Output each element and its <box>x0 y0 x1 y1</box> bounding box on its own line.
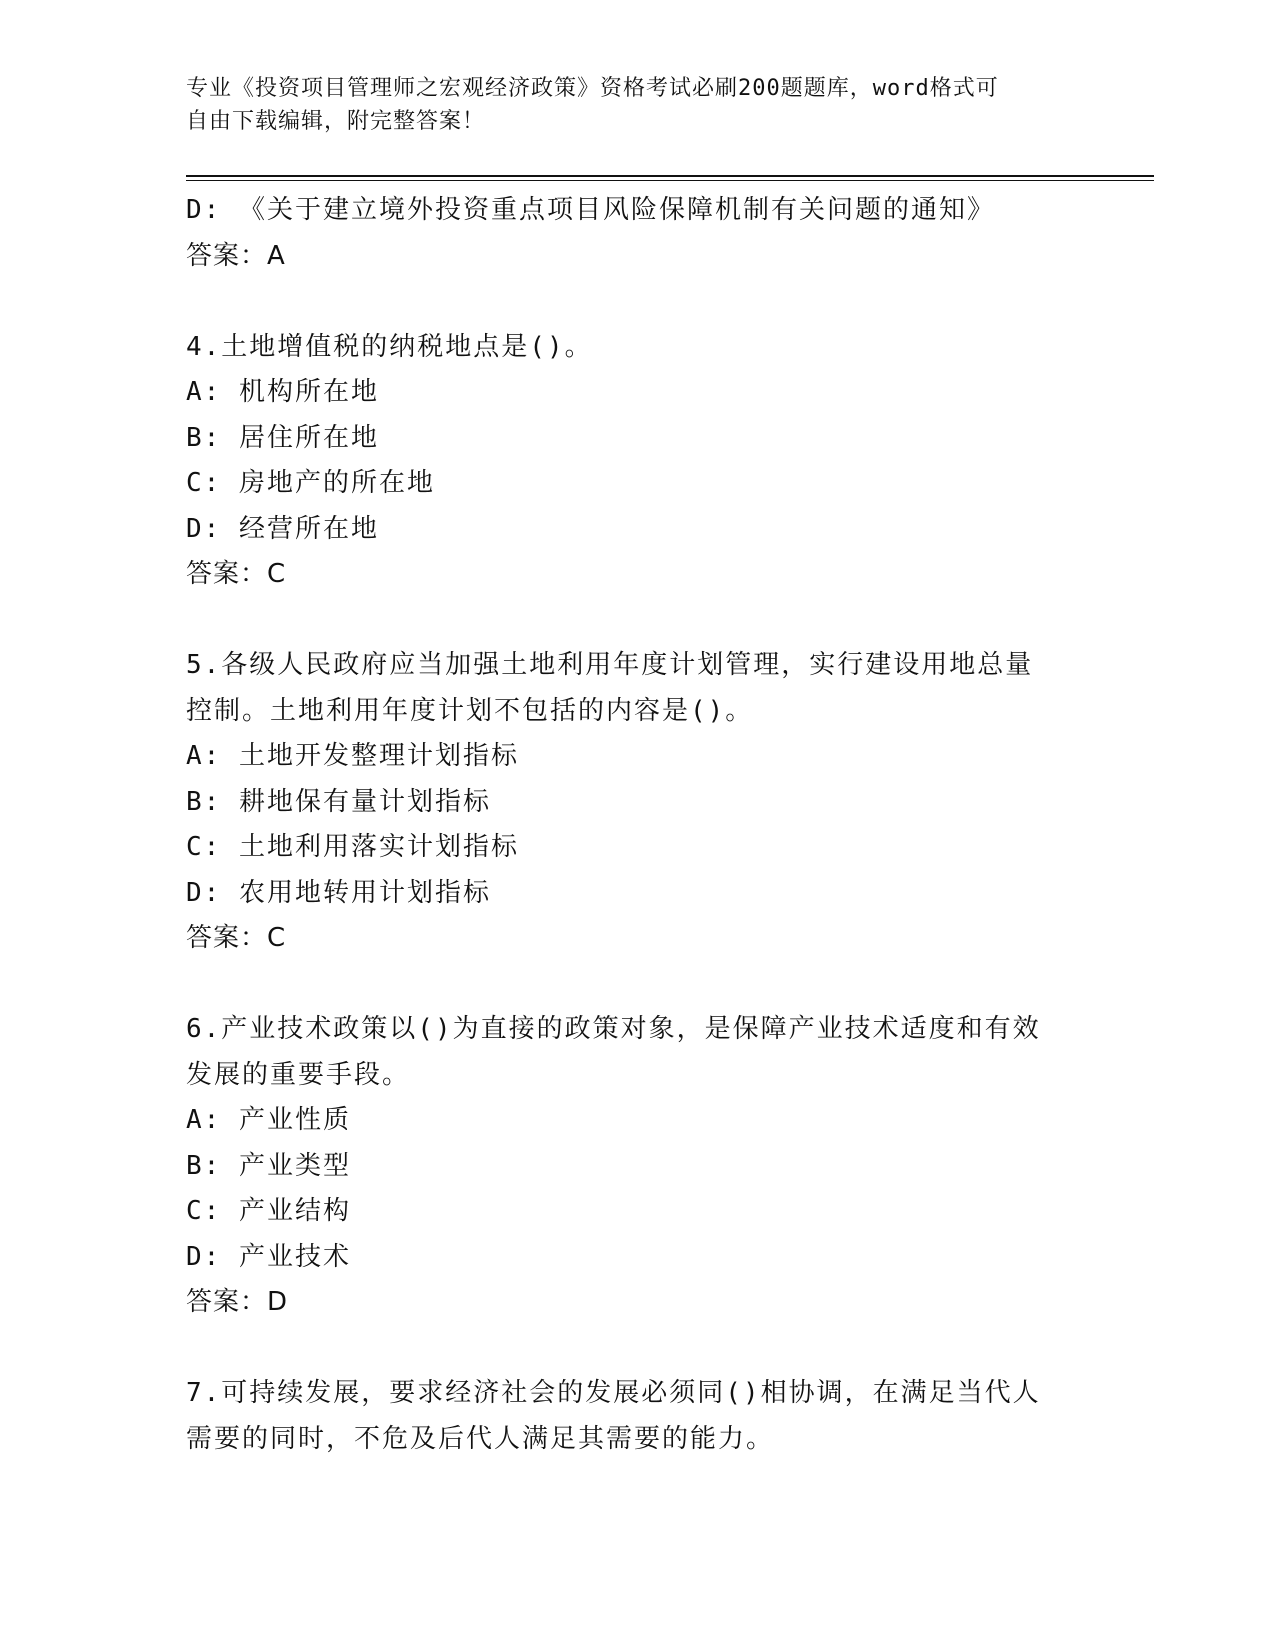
q6-option-d: D: 产业技术 <box>186 1241 351 1272</box>
q6-answer: 答案：D <box>186 1287 289 1317</box>
q4-option-d: D: 经营所在地 <box>186 513 379 544</box>
q5-option-d: D: 农用地转用计划指标 <box>186 877 491 908</box>
q4-stem: 4.土地增值税的纳税地点是()。 <box>186 331 593 362</box>
header-divider-thick <box>186 175 1154 177</box>
document-header <box>186 72 1066 138</box>
q7-stem-line-1: 7.可持续发展，要求经济社会的发展必须同()相协调，在满足当代人 <box>186 1378 1041 1408</box>
header-line-2: 自由下载编辑，附完整答案！ <box>186 109 486 134</box>
question-3-tail <box>186 188 1086 279</box>
q5-option-b: B: 耕地保有量计划指标 <box>186 786 491 817</box>
q5-stem-line-2: 控制。土地利用年度计划不包括的内容是()。 <box>186 695 754 726</box>
question-7 <box>186 1371 1086 1462</box>
q6-option-c: C: 产业结构 <box>186 1196 351 1226</box>
header-line-1: 专业《投资项目管理师之宏观经济政策》资格考试必刷200题题库，word格式可 <box>186 76 999 101</box>
q4-option-b: B: 居住所在地 <box>186 422 379 453</box>
q7-stem-line-2: 需要的同时，不危及后代人满足其需要的能力。 <box>186 1423 775 1454</box>
question-list <box>186 188 1086 1462</box>
question-6 <box>186 1007 1086 1326</box>
question-5 <box>186 643 1086 962</box>
q5-answer: 答案：C <box>186 923 287 953</box>
q5-option-a: A: 土地开发整理计划指标 <box>186 741 519 771</box>
question-4 <box>186 325 1086 598</box>
header-divider-thin <box>186 180 1154 181</box>
q3-option-d: D: 《关于建立境外投资重点项目风险保障机制有关问题的通知》 <box>186 195 995 225</box>
q6-stem-line-2: 发展的重要手段。 <box>186 1059 411 1090</box>
q6-option-a: A: 产业性质 <box>186 1105 351 1135</box>
q4-option-c: C: 房地产的所在地 <box>186 468 435 498</box>
q6-stem-line-1: 6.产业技术政策以()为直接的政策对象，是保障产业技术适度和有效 <box>186 1014 1041 1044</box>
q4-answer: 答案：C <box>186 559 287 589</box>
q5-stem-line-1: 5.各级人民政府应当加强土地利用年度计划管理，实行建设用地总量 <box>186 650 1034 680</box>
q5-option-c: C: 土地利用落实计划指标 <box>186 832 519 862</box>
q6-option-b: B: 产业类型 <box>186 1150 351 1181</box>
q3-answer: 答案：A <box>186 240 286 271</box>
q4-option-a: A: 机构所在地 <box>186 377 379 407</box>
